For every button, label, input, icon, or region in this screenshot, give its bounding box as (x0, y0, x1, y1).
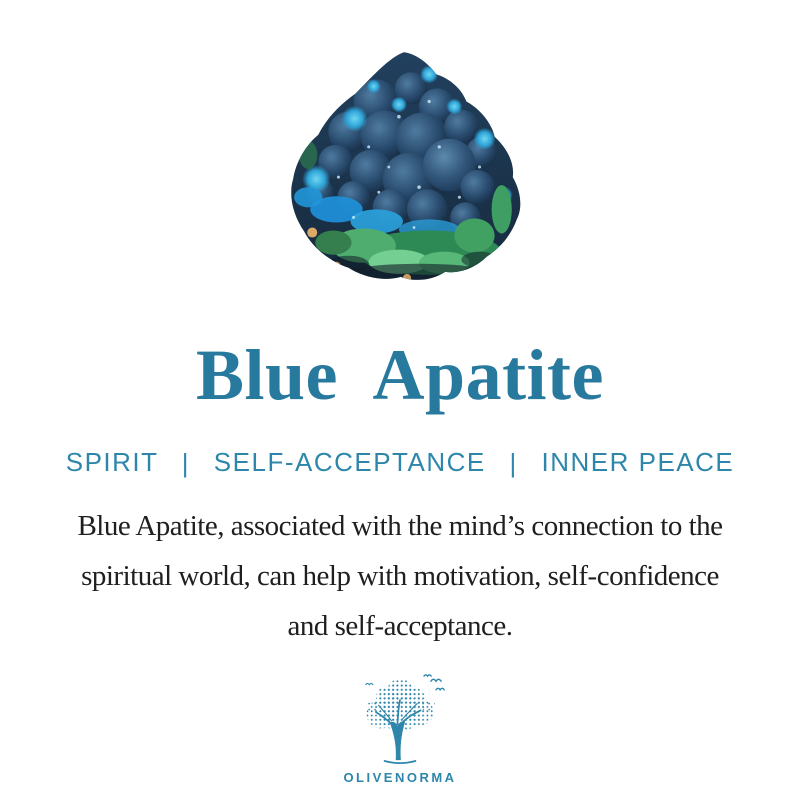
brand-block (0, 671, 800, 785)
tagline-item-inner-peace: INNER PEACE (541, 447, 735, 477)
blue-apatite-stone-image (278, 46, 540, 283)
description-line: Blue Apatite, associated with the mind’s connection to the (77, 510, 723, 542)
tagline (0, 447, 800, 477)
brand-name: OLIVENORMA (343, 770, 457, 785)
tree-with-birds-icon (348, 671, 452, 767)
description-line: and self-acceptance. (287, 610, 513, 642)
tagline-separator: | (509, 448, 518, 478)
tagline-item-self-acceptance: SELF-ACCEPTANCE (213, 447, 486, 477)
description (0, 501, 800, 651)
description-line: spiritual world, can help with motivation, self-confidence (81, 560, 719, 592)
tagline-item-spirit: SPIRIT (65, 447, 159, 477)
tagline-separator: | (181, 448, 191, 478)
page-title: Blue Apatite (195, 335, 604, 415)
